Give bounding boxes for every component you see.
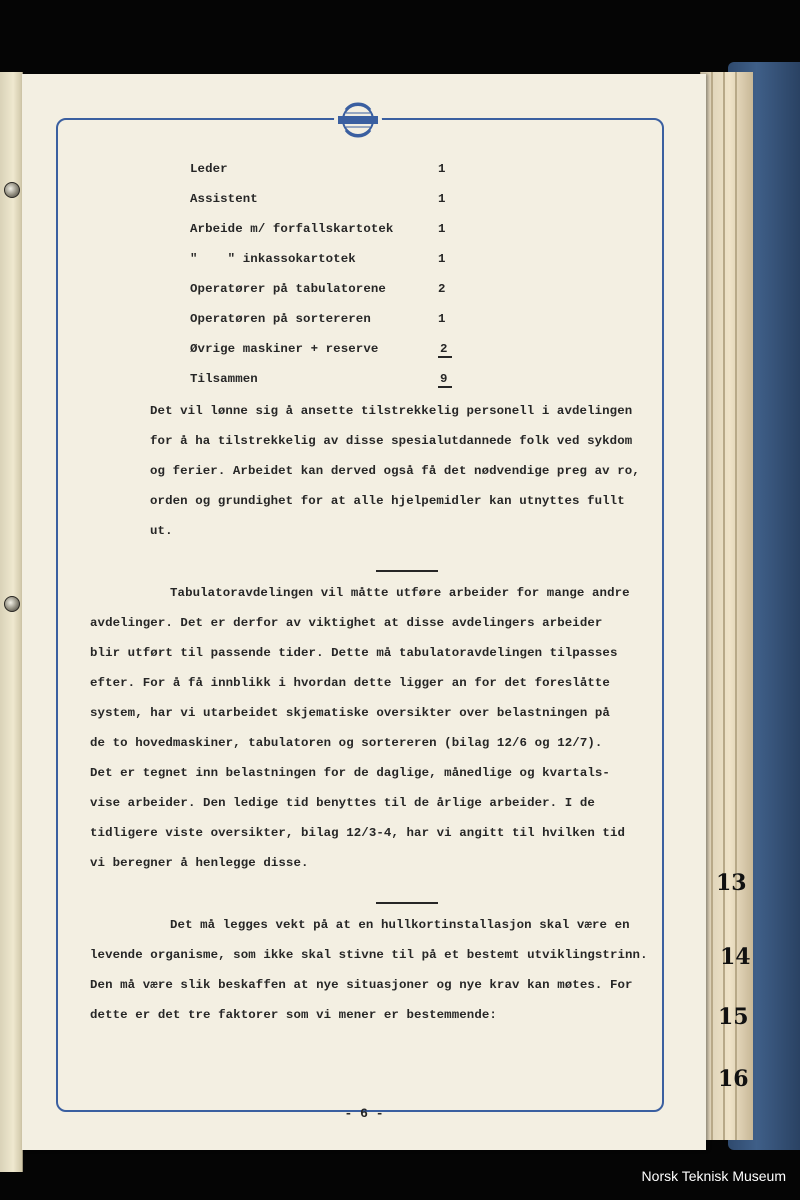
paragraph-line: vise arbeider. Den ledige tid benyttes til de årlige arbeider. I de [90,796,595,810]
paragraph-line: ut. [150,524,173,538]
paragraph-line: tidligere viste oversikter, bilag 12/3-4, har vi angitt til hvilken tid [90,826,626,840]
paragraph-line: efter. For å få innblikk i hvordan dette ligger an for det foreslåtte [90,676,610,690]
staff-role: Leder [190,162,228,176]
staff-role: Øvrige maskiner + reserve [190,342,379,356]
staff-count: 2 [438,342,452,358]
paragraph-line: Det vil lønne sig å ansette tilstrekkelig personell i avdelingen [150,404,633,418]
paragraph-line: vi beregner å henlegge disse. [90,856,309,870]
ibm-logo [334,96,382,144]
page-border-frame [56,118,664,1112]
binder-ring [4,182,20,198]
staff-total-label: Tilsammen [190,372,258,386]
staff-count: 2 [438,282,446,296]
staff-count: 1 [438,252,446,266]
page-number: - 6 - [344,1106,384,1121]
tab-13[interactable]: 13 [716,870,747,896]
paragraph-line: de to hovedmaskiner, tabulatoren og sortereren (bilag 12/6 og 12/7). [90,736,603,750]
staff-count: 1 [438,312,446,326]
globe-logo-icon [334,96,382,144]
paragraph-line: Den må være slik beskaffen at nye situasjoner og nye krav kan møtes. For [90,978,633,992]
staff-count: 1 [438,222,446,236]
page-edge [711,72,713,1140]
paragraph-line: for å ha tilstrekkelig av disse spesialutdannede folk ved sykdom [150,434,633,448]
page-edge [735,72,737,1140]
staff-total-value: 9 [438,372,452,388]
paragraph-line: orden og grundighet for at alle hjelpemidler kan utnyttes fullt [150,494,625,508]
paragraph-line: avdelinger. Det er derfor av viktighet at disse avdelingers arbeider [90,616,603,630]
document-page [22,74,706,1150]
staff-role: Operatører på tabulatorene [190,282,386,296]
binder-ring [4,596,20,612]
tab-divider-stack [700,72,753,1140]
museum-credit: Norsk Teknisk Museum [641,1168,786,1184]
paragraph-line: Det må legges vekt på at en hullkortinstallasjon skal være en [170,918,630,932]
staff-role: Operatøren på sortereren [190,312,371,326]
staff-role: " " inkassokartotek [190,252,356,266]
binder-spine [0,72,23,1172]
tab-16[interactable]: 16 [718,1066,749,1092]
section-divider [376,570,438,572]
paragraph-line: Tabulatoravdelingen vil måtte utføre arbeider for mange andre [170,586,630,600]
staff-count: 1 [438,192,446,206]
paragraph-line: og ferier. Arbeidet kan derved også få det nødvendige preg av ro, [150,464,640,478]
paragraph-line: blir utført til passende tider. Dette må tabulatoravdelingen tilpasses [90,646,618,660]
tab-14[interactable]: 14 [720,944,751,970]
staff-count: 1 [438,162,446,176]
staff-role: Assistent [190,192,258,206]
paragraph-line: Det er tegnet inn belastningen for de daglige, månedlige og kvartals- [90,766,610,780]
tab-15[interactable]: 15 [718,1004,749,1030]
paragraph-line: system, har vi utarbeidet skjematiske oversikter over belastningen på [90,706,610,720]
paragraph-line: levende organisme, som ikke skal stivne til på et bestemt utviklingstrinn. [90,948,648,962]
page-edge [723,72,725,1140]
staff-role: Arbeide m/ forfallskartotek [190,222,394,236]
section-divider [376,902,438,904]
paragraph-line: dette er det tre faktorer som vi mener er bestemmende: [90,1008,497,1022]
